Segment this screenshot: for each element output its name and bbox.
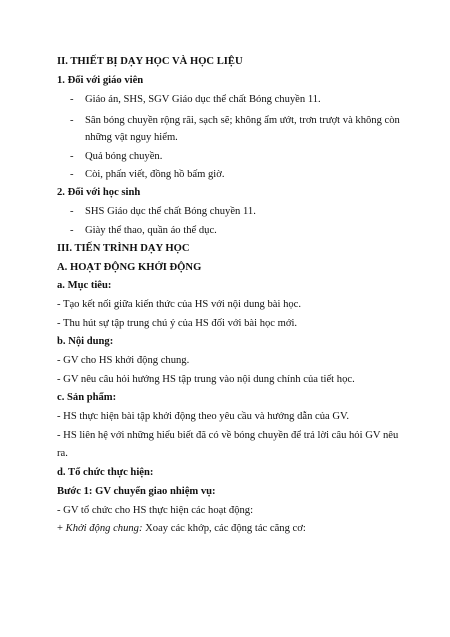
warmup-label: Khởi động chung: — [65, 523, 143, 534]
bullet-dash: - — [70, 115, 74, 126]
student-item-1: SHS Giáo dục thể chất Bóng chuyền 11. — [85, 206, 256, 217]
student-item-2: Giày thể thao, quần áo thể dục. — [85, 225, 217, 236]
product-line-2: - HS liên hệ với những hiểu biết đã có về bóng chuyền để trả lời câu hỏi GV nêu — [57, 430, 399, 441]
bullet-dash: - — [70, 169, 74, 180]
warmup-text: Xoay các khớp, các động tác căng cơ: — [142, 523, 306, 534]
section2-title: II. THIẾT BỊ DẠY HỌC VÀ HỌC LIỆU — [57, 56, 243, 67]
product-line-1: - HS thực hiện bài tập khởi động theo yêu cầu và hướng dẫn của GV. — [57, 411, 349, 422]
bullet-dash: - — [70, 94, 74, 105]
warmup-prefix: + — [57, 523, 66, 534]
org-heading: d. Tổ chức thực hiện: — [57, 467, 154, 478]
content-heading: b. Nội dung: — [57, 336, 114, 347]
goal-heading: a. Mục tiêu: — [57, 280, 112, 291]
section3-title: III. TIẾN TRÌNH DẠY HỌC — [57, 243, 190, 254]
bullet-dash: - — [70, 225, 74, 236]
teacher-item-2-cont: những vật nguy hiểm. — [85, 132, 178, 143]
teacher-heading: 1. Đối với giáo viên — [57, 75, 144, 86]
teacher-item-2: Sân bóng chuyền rộng rãi, sạch sẽ; không ẩm ướt, trơn trượt và không còn — [85, 115, 400, 126]
step1-line: - GV tổ chức cho HS thực hiện các hoạt động: — [57, 505, 254, 516]
bullet-dash: - — [70, 151, 74, 162]
product-line-3: ra. — [57, 448, 68, 459]
activity-a-title: A. HOẠT ĐỘNG KHỞI ĐỘNG — [57, 262, 202, 273]
teacher-item-1: Giáo án, SHS, SGV Giáo dục thể chất Bóng chuyền 11. — [85, 94, 321, 105]
step1-heading: Bước 1: GV chuyển giao nhiệm vụ: — [57, 486, 216, 497]
bullet-dash: - — [70, 206, 74, 217]
warmup-line — [57, 522, 306, 535]
teacher-item-4: Còi, phấn viết, đồng hồ bấm giờ. — [85, 169, 225, 180]
goal-line-1: - Tạo kết nối giữa kiến thức của HS với nội dung bài học. — [57, 299, 302, 310]
content-line-2: - GV nêu câu hỏi hướng HS tập trung vào nội dung chính của tiết học. — [57, 374, 355, 385]
content-line-1: - GV cho HS khởi động chung. — [57, 355, 190, 366]
teacher-item-3: Quả bóng chuyền. — [85, 151, 163, 162]
student-heading: 2. Đối với học sinh — [57, 187, 141, 198]
goal-line-2: - Thu hút sự tập trung chú ý của HS đối với bài học mới. — [57, 318, 298, 329]
product-heading: c. Sản phẩm: — [57, 392, 117, 403]
